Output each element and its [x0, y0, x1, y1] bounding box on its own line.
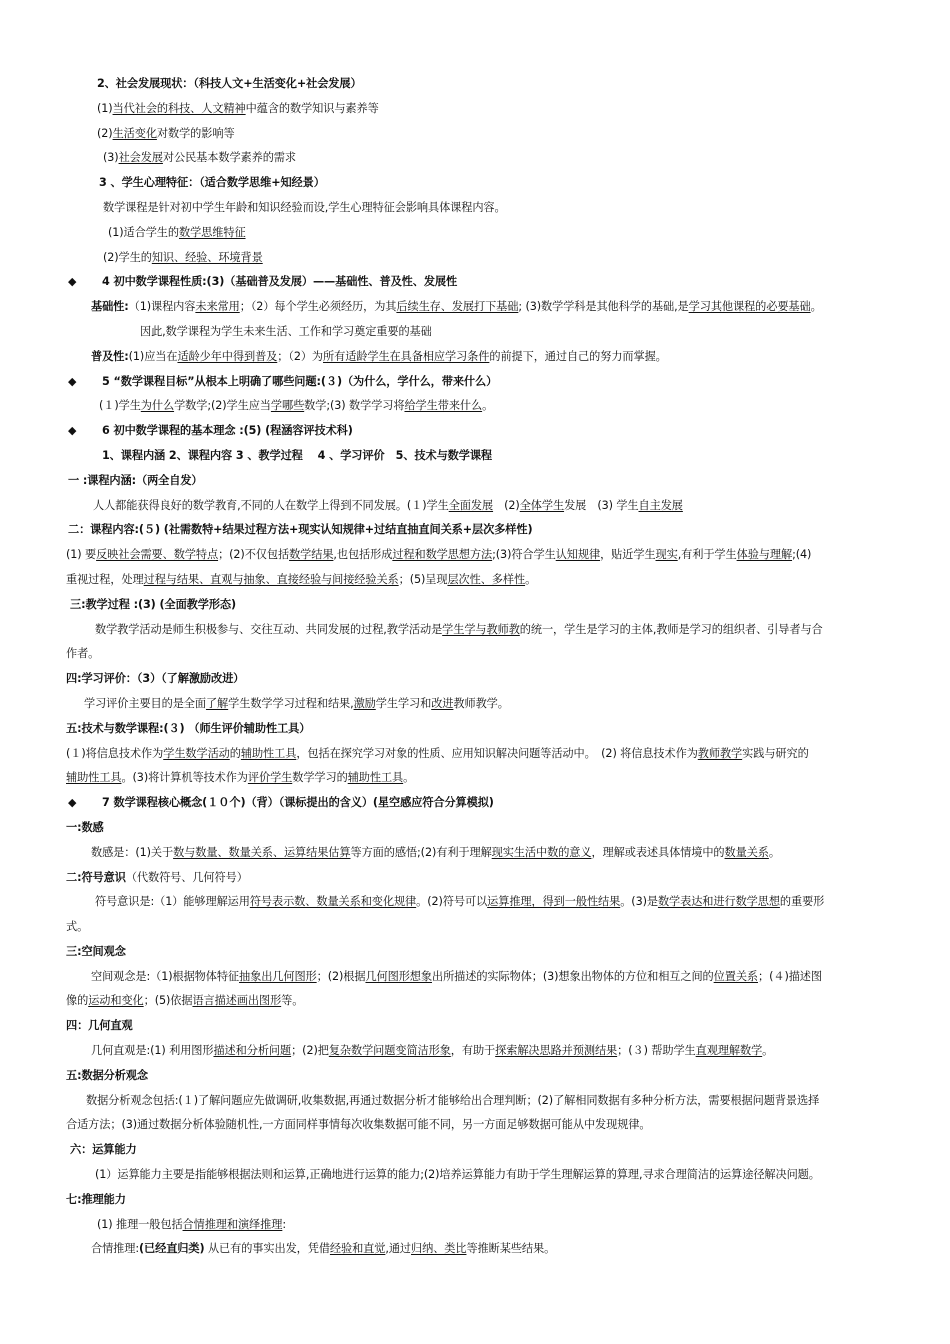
text-run: 。	[403, 771, 415, 785]
underlined-key-phrase: 探索解决思路并预测结果	[495, 1044, 618, 1058]
text-run: ，有助于	[450, 1044, 496, 1058]
underlined-key-phrase: 体验与理解	[736, 548, 793, 562]
text-run: ;(4)	[792, 548, 812, 562]
underlined-key-phrase: 自主发展	[638, 498, 683, 512]
text-run: 教师教学。	[453, 696, 509, 710]
text-line	[0, 320, 950, 345]
underlined-key-phrase: 过程与结果、直观与抽象、直接经验与间接经验关系	[143, 572, 399, 586]
text-run: 从已有的事实出发，凭借	[204, 1242, 330, 1256]
text-run: 数学教学活动是师生积极参与、交往互动、共同发展的过程,教学活动是	[95, 622, 443, 636]
underlined-key-phrase: 辅助性工具	[240, 746, 297, 760]
text-line	[0, 568, 950, 593]
text-run: ; (3)数学学科是其他科学的基础,是	[518, 300, 689, 314]
section-heading	[0, 171, 950, 196]
text-run: (3)	[103, 151, 119, 165]
text-run: 的统一，学生是学习的主体,教师是学习的组织者、引导者与合	[519, 622, 823, 636]
text-run: (1）运算能力主要是指能够根据法则和运算,正确地进行运算的能力;(2)培养运算能力有助于学生理解运算的算理,寻求合理简洁的运算途径解决问题。	[95, 1168, 820, 1182]
text-line	[0, 246, 950, 271]
underlined-key-phrase: 给学生带来什么	[404, 399, 483, 413]
text-line	[0, 221, 950, 246]
text-run: 对公民基本数学素养的需求	[162, 151, 296, 165]
text-run: ,通过	[385, 1242, 412, 1256]
text-run: 1、课程内涵 2、课程内容 3 、教学过程 4 、学习评价 5、技术与数学课程	[102, 448, 493, 462]
text-run: （1)课程内容	[128, 300, 196, 314]
text-run: ,也包括形成	[333, 548, 393, 562]
underlined-key-phrase: 数学表达和进行数学思想	[657, 895, 780, 909]
text-run: 基础性:	[91, 300, 129, 314]
underlined-key-phrase: 社会发展	[118, 151, 163, 165]
text-run: 。(3)是	[620, 895, 658, 909]
text-run: 四：几何直观	[66, 1019, 133, 1033]
section-heading	[0, 419, 950, 444]
text-line	[0, 866, 950, 891]
text-run: 2、社会发展现状：（科技人文+生活变化+社会发展）	[97, 77, 362, 90]
underlined-key-phrase: 所有适龄学生在具备相应学习条件	[323, 349, 490, 363]
underlined-key-phrase: 现实	[655, 548, 678, 562]
text-line	[0, 1213, 950, 1238]
underlined-key-phrase: 经验和直觉	[329, 1242, 386, 1256]
section-heading	[0, 270, 950, 295]
underlined-key-phrase: 层次性、多样性	[447, 572, 526, 586]
underlined-key-phrase: 反映社会需要、数学特点	[96, 548, 219, 562]
underlined-key-phrase: 运算推理，得到一般性结果	[487, 895, 621, 909]
text-run: 6 初中数学课程的基本理念 :(5) (程涵容评技术科)	[102, 424, 353, 438]
underlined-key-phrase: 全体学生	[519, 498, 565, 512]
underlined-key-phrase: 数学结果	[289, 548, 334, 562]
text-run: 几何直观是:(1) 利用图形	[91, 1044, 214, 1058]
text-run: 重视过程，处理	[66, 572, 144, 586]
text-run: 作者。	[66, 647, 100, 661]
text-run: ，贴近学生	[600, 548, 656, 562]
underlined-key-phrase: 直观理解数学	[695, 1044, 763, 1058]
text-run: 。(2)符号可以	[416, 895, 488, 909]
text-line	[0, 394, 950, 419]
underlined-key-phrase: 学生学与教师教	[442, 622, 520, 636]
text-run: 等推断某些结果。	[466, 1242, 556, 1256]
underlined-key-phrase: 为什么	[140, 399, 175, 413]
text-run: 。	[768, 845, 780, 859]
underlined-key-phrase: 位置关系	[713, 969, 758, 983]
text-line	[0, 989, 950, 1014]
section-heading	[0, 791, 950, 816]
section-heading	[0, 940, 950, 965]
text-run: 等。	[281, 994, 304, 1008]
text-line	[0, 1163, 950, 1188]
text-line	[0, 543, 950, 568]
underlined-key-phrase: 未来常用	[195, 300, 240, 314]
text-run: ；（2）每个学生必须经历，为其	[239, 300, 397, 314]
text-run: 符号意识是:（1）能够理解运用	[95, 895, 250, 909]
text-line	[0, 965, 950, 990]
underlined-key-phrase: 现实生活中数的意义	[491, 845, 592, 859]
text-run: 数学课程是针对初中学生年龄和知识经验而设,学生心理特征会影响具体课程内容。	[103, 200, 506, 214]
text-run: 七:推理能力	[66, 1192, 126, 1206]
underlined-key-phrase: 全面发展	[448, 498, 494, 512]
underlined-key-phrase: 改进	[431, 696, 454, 710]
text-line	[0, 295, 950, 320]
underlined-key-phrase: 了解	[205, 696, 229, 710]
section-heading	[0, 816, 950, 841]
text-run: 合适方法；(3)通过数据分析体验随机性,一方面同样事情每次收集数据可能不同，另一方面足够数据可能从中发现规律。	[66, 1118, 651, 1132]
text-run: 空间观念是:（1)根据物体特征	[91, 969, 240, 983]
text-line	[0, 642, 950, 667]
section-heading	[0, 593, 950, 618]
section-heading	[0, 1064, 950, 1089]
text-run: 等方面的感悟;(2)有利于理解	[350, 845, 492, 859]
underlined-key-phrase: 数与数量、数量关系、运算结果估算	[173, 845, 351, 859]
text-run: 3 、学生心理特征：（适合数学思维+知经景）	[99, 176, 325, 190]
text-run: 数据分析观念包括:(１)了解问题应先做调研,收集数据,再通过数据分析才能够给出合理判断；(2)了解相同数据有多种分析方法，需要根据问题背景选择	[86, 1093, 820, 1107]
underlined-key-phrase: 辅助性工具	[347, 771, 404, 785]
text-run: 学生学习和	[375, 696, 432, 710]
section-heading	[0, 469, 950, 494]
text-run: 5 “数学课程目标”从根本上明确了哪些问题:(３)（为什么，学什么，带来什么）	[102, 374, 498, 388]
text-line	[0, 146, 950, 171]
text-line	[0, 97, 950, 122]
underlined-key-phrase: 几何图形想象	[365, 969, 432, 983]
text-run: ；(2)根据	[316, 969, 366, 983]
underlined-key-phrase: 描述和分析问题	[213, 1044, 292, 1058]
text-run: 五:技术与数学课程:(３) （师生评价辅助性工具）	[66, 721, 311, 735]
diamond-bullet-icon: ◆	[68, 424, 77, 438]
text-run: 一 :课程内涵:（两全自发）	[68, 473, 203, 487]
text-run: ,有利于学生	[677, 548, 737, 562]
text-line	[0, 494, 950, 519]
text-run: 的	[229, 746, 241, 760]
underlined-key-phrase: 辅助性工具	[66, 771, 122, 785]
text-run: 7 数学课程核心概念(１０个)（背）（课标提出的含义）(星空感应符合分算模拟)	[102, 796, 494, 810]
text-run: 像的	[66, 994, 89, 1008]
text-run: ，包括在探究学习对象的性质、应用知识解决问题等活动中。 (2) 将信息技术作为	[296, 746, 698, 760]
text-run: ；（2）为	[277, 349, 324, 363]
text-run: 三:空间观念	[66, 944, 126, 958]
underlined-key-phrase: 运动和变化	[88, 994, 144, 1008]
text-run: ；(３) 帮助学生	[617, 1044, 696, 1058]
section-heading	[0, 717, 950, 742]
text-run: ；(４)描述图	[758, 969, 822, 983]
text-run: 学数学;(2)学生应当	[174, 399, 271, 413]
underlined-key-phrase: 知识、经验、环境背景	[151, 250, 263, 264]
text-run: 中蕴含的数学知识与素养等	[245, 101, 379, 115]
text-run: 出所描述的实际物体；(3)想象出物体的方位和相互之间的	[431, 969, 714, 983]
text-run: 人人都能获得良好的数学教育,不同的人在数学上得到不同发展。(１)学生	[93, 498, 449, 512]
text-run: ；(5)呈现	[398, 572, 448, 586]
diamond-bullet-icon: ◆	[68, 275, 77, 289]
text-run: 。(3)将计算机等技术作为	[121, 771, 248, 785]
text-run: 。	[810, 300, 822, 314]
diamond-bullet-icon: ◆	[68, 796, 77, 810]
text-run: (1) 要	[66, 548, 97, 562]
text-line	[0, 618, 950, 643]
text-run: (已经直归类)	[139, 1242, 205, 1256]
text-line	[0, 345, 950, 370]
section-heading	[0, 1014, 950, 1039]
underlined-key-phrase: 复杂数学问题变简洁形象	[328, 1044, 451, 1058]
text-run: 学习评价主要目的是全面	[84, 696, 206, 710]
text-run: 五:数据分析观念	[66, 1068, 148, 1082]
text-run: (2)学生的	[103, 250, 152, 264]
text-run: （代数符号、几何符号）	[125, 870, 248, 884]
text-run: ；(2)不仅包括	[218, 548, 290, 562]
text-run: 学生数学学习过程和结果,	[228, 696, 354, 710]
text-run: 发展 (3) 学生	[564, 498, 639, 512]
underlined-key-phrase: 认知规律	[555, 548, 601, 562]
text-run: 三:教学过程 :(3) (全面教学形态)	[70, 597, 237, 611]
diamond-bullet-icon: ◆	[68, 374, 77, 388]
text-run: 对数学的影响等	[156, 126, 235, 140]
text-line	[0, 1113, 950, 1138]
underlined-key-phrase: 抽象出几何图形	[239, 969, 317, 983]
text-line	[0, 841, 950, 866]
underlined-key-phrase: 数学思维特征	[179, 225, 246, 239]
text-run: 普及性:	[91, 349, 129, 363]
section-heading	[0, 72, 950, 97]
text-run: 的重要形	[779, 895, 825, 909]
text-run: 一:数感	[66, 820, 104, 834]
text-run: 。	[525, 572, 537, 586]
text-line	[0, 915, 950, 940]
underlined-key-phrase: 教师教学	[697, 746, 743, 760]
underlined-key-phrase: 适龄少年中得到普及	[177, 349, 278, 363]
section-heading	[0, 518, 950, 543]
text-run: 实践与研究的	[742, 746, 809, 760]
text-run: (１)将信息技术作为	[66, 746, 164, 760]
text-run: (2)	[97, 126, 113, 140]
section-heading	[0, 1138, 950, 1163]
text-run: ，理解或表述具体情境中的	[591, 845, 725, 859]
text-run: 数感是：(1)关于	[91, 845, 174, 859]
text-run: 二:符号意识	[66, 870, 126, 884]
underlined-key-phrase: 激励	[353, 696, 376, 710]
underlined-key-phrase: 当代社会的科技、人文精神	[112, 101, 246, 115]
underlined-key-phrase: 合情推理和演绎推理	[182, 1217, 283, 1231]
underlined-key-phrase: 学哪些	[270, 399, 305, 413]
text-line	[0, 196, 950, 221]
text-line	[0, 1089, 950, 1114]
text-line	[0, 742, 950, 767]
text-line	[0, 692, 950, 717]
text-run: 的前提下，通过自己的努力而掌握。	[489, 349, 667, 363]
text-line	[0, 122, 950, 147]
text-run: 。	[482, 399, 494, 413]
text-run: ；(2)把	[291, 1044, 329, 1058]
text-run: (１)学生	[99, 399, 141, 413]
text-run: (1)适合学生的	[108, 225, 179, 239]
document-body	[0, 72, 950, 1262]
text-run: 式。	[66, 920, 89, 934]
text-run: 六：运算能力	[70, 1143, 137, 1157]
text-run: (1)应当在	[128, 349, 178, 363]
section-heading	[0, 370, 950, 395]
text-run: 二：课程内容:(５) (社需数特+结果过程方法+现实认知规律+过结直抽直间关系+层次多样性)	[68, 523, 533, 537]
text-line	[0, 1039, 950, 1064]
text-line	[0, 766, 950, 791]
text-run: 数学;(3) 数学学习将	[304, 399, 405, 413]
underlined-key-phrase: 过程和数学思想方法	[392, 548, 493, 562]
text-run: (1)	[97, 101, 113, 115]
underlined-key-phrase: 学生数学活动	[163, 746, 230, 760]
text-run: (2)	[493, 498, 520, 512]
text-line	[0, 1237, 950, 1262]
text-run: ;(3)符合学生	[492, 548, 556, 562]
underlined-key-phrase: 评价学生	[247, 771, 293, 785]
text-run: ；(5)依据	[143, 994, 193, 1008]
text-run: 四:学习评价：（3）（了解激励改进）	[66, 672, 245, 686]
text-run: 4 初中数学课程性质:(3)（基础普及发展）——基础性、普及性、发展性	[102, 275, 458, 289]
underlined-key-phrase: 学习其他课程的必要基础	[688, 300, 811, 314]
underlined-key-phrase: 语言描述画出图形	[192, 994, 282, 1008]
section-heading	[0, 444, 950, 469]
text-line	[0, 890, 950, 915]
text-run: :	[282, 1217, 286, 1231]
text-run: 因此,数学课程为学生未来生活、工作和学习奠定重要的基础	[140, 324, 432, 338]
text-run: 。	[762, 1044, 774, 1058]
underlined-key-phrase: 生活变化	[112, 126, 157, 140]
underlined-key-phrase: 数量关系	[724, 845, 769, 859]
text-run: 合情推理:	[91, 1242, 140, 1256]
text-run: 数学学习的	[292, 771, 348, 785]
underlined-key-phrase: 归纳、类比	[411, 1242, 467, 1256]
underlined-key-phrase: 后续生存、发展打下基础	[396, 300, 519, 314]
section-heading	[0, 667, 950, 692]
text-run: (1) 推理一般包括	[97, 1217, 183, 1231]
section-heading	[0, 1188, 950, 1213]
underlined-key-phrase: 符号表示数、数量关系和变化规律	[249, 895, 417, 909]
